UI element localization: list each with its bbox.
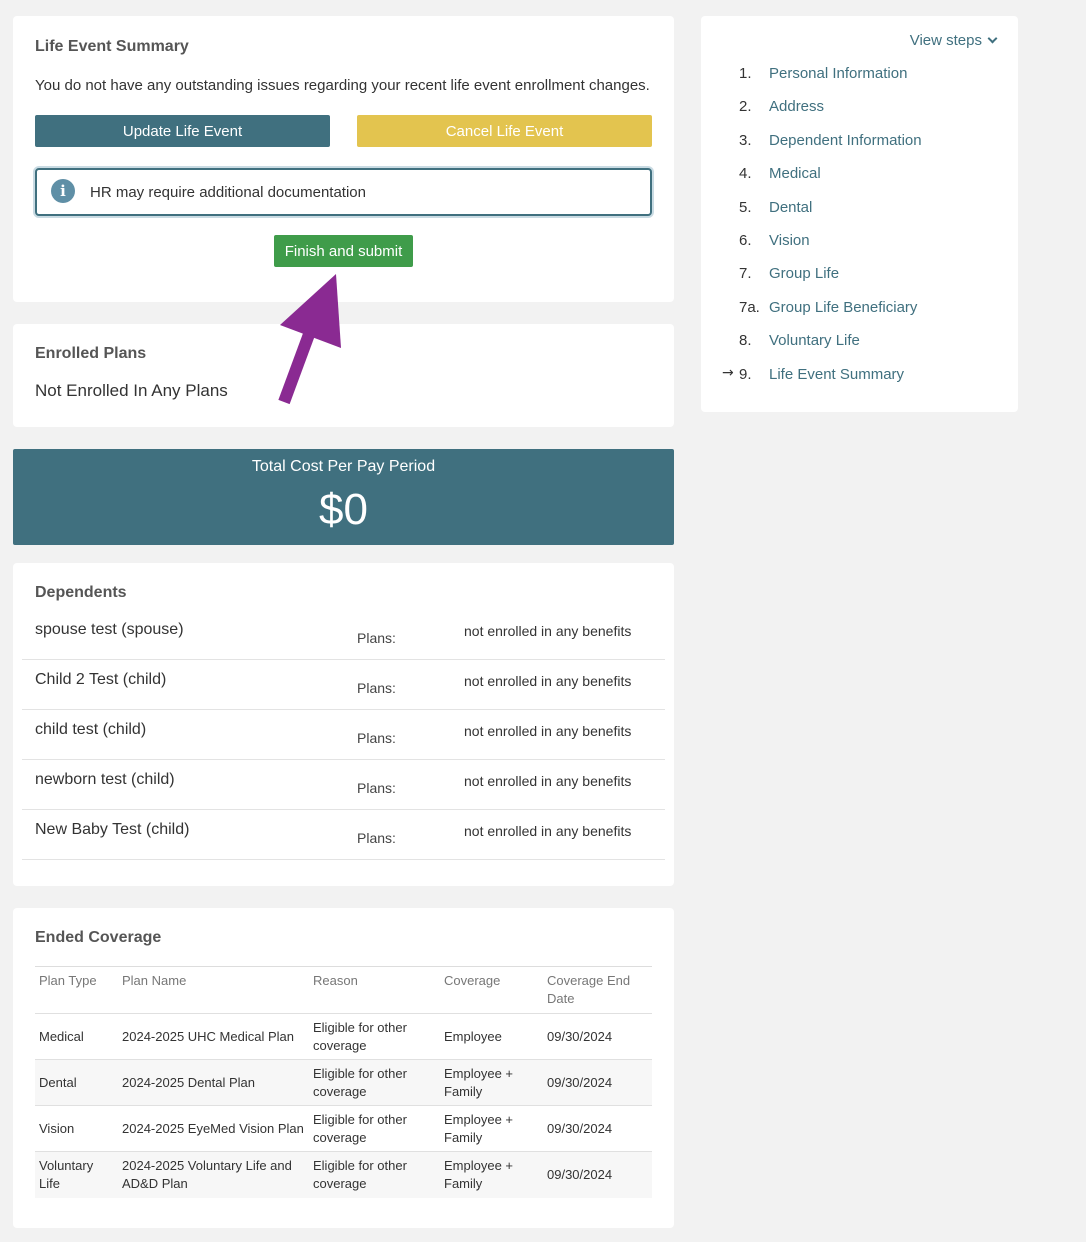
step-number: 9.: [739, 365, 752, 383]
column-header-plan-type: Plan Type: [35, 967, 118, 1014]
dependent-row: [22, 660, 665, 710]
step-link[interactable]: Medical: [769, 165, 821, 183]
dependent-status: not enrolled in any benefits: [464, 723, 632, 739]
step-link[interactable]: Vision: [769, 231, 810, 249]
dependent-status: not enrolled in any benefits: [464, 623, 632, 639]
dependent-row: [22, 760, 665, 810]
cell-reason: Eligible for other coverage: [309, 1014, 440, 1060]
dependent-name: spouse test (spouse): [35, 621, 184, 638]
dependent-plans-label: Plans:: [357, 830, 396, 846]
cell-end-date: 09/30/2024: [543, 1106, 652, 1152]
total-cost-value: $0: [319, 485, 368, 534]
column-header-reason: Reason: [309, 967, 440, 1014]
dependent-plans-label: Plans:: [357, 780, 396, 796]
step-number: 5.: [739, 198, 752, 216]
cell-coverage: Employee: [440, 1014, 543, 1060]
dependent-name: newborn test (child): [35, 771, 175, 788]
step-item-group-life-beneficiary[interactable]: [701, 299, 1018, 332]
step-list: [701, 65, 1018, 399]
step-link[interactable]: Group Life: [769, 265, 840, 283]
total-cost-label: Total Cost Per Pay Period: [251, 458, 436, 475]
cell-plan-name: 2024-2025 EyeMed Vision Plan: [118, 1106, 309, 1152]
cell-plan-type: Dental: [35, 1060, 118, 1106]
enrolled-plans-message: Not Enrolled In Any Plans: [35, 381, 228, 400]
step-number: 4.: [739, 165, 752, 183]
step-item-address[interactable]: [701, 98, 1018, 131]
dependent-row: [22, 710, 665, 760]
step-item-dental[interactable]: [701, 199, 1018, 232]
cell-coverage: Employee + Family: [440, 1152, 543, 1198]
enrolled-plans-title: Enrolled Plans: [35, 345, 147, 362]
cell-plan-name: 2024-2025 UHC Medical Plan: [118, 1014, 309, 1060]
dependent-name: Child 2 Test (child): [35, 671, 167, 688]
cell-plan-name: 2024-2025 Voluntary Life and AD&D Plan: [118, 1152, 309, 1198]
dependent-name: child test (child): [35, 721, 147, 738]
step-item-dependent-information[interactable]: [701, 132, 1018, 165]
cell-end-date: 09/30/2024: [543, 1060, 652, 1106]
finish-and-submit-button[interactable]: Finish and submit: [274, 235, 413, 267]
table-row: [35, 1106, 652, 1152]
cell-reason: Eligible for other coverage: [309, 1060, 440, 1106]
column-header-plan-name: Plan Name: [118, 967, 309, 1014]
summary-message: You do not have any outstanding issues regarding your recent life event enrollment changes.: [35, 77, 650, 94]
cell-end-date: 09/30/2024: [543, 1152, 652, 1198]
view-steps-label: View steps: [909, 32, 982, 49]
step-number: 7a.: [739, 298, 760, 316]
dependent-plans-label: Plans:: [357, 630, 396, 646]
cell-coverage: Employee + Family: [440, 1106, 543, 1152]
current-step-arrow-icon: →: [722, 364, 734, 381]
view-steps-toggle[interactable]: [910, 32, 996, 49]
annotation-arrow-icon: [270, 270, 350, 410]
step-number: 6.: [739, 231, 752, 249]
cell-plan-type: Voluntary Life: [35, 1152, 118, 1198]
dependents-title: Dependents: [35, 584, 127, 601]
summary-title: Life Event Summary: [35, 38, 189, 55]
chevron-down-icon: [988, 34, 998, 44]
documentation-alert: [35, 168, 652, 216]
step-link[interactable]: Dependent Information: [769, 131, 922, 149]
step-item-vision[interactable]: [701, 232, 1018, 265]
step-link[interactable]: Group Life Beneficiary: [769, 298, 918, 316]
table-row: [35, 1014, 652, 1060]
cell-coverage: Employee + Family: [440, 1060, 543, 1106]
cell-plan-name: 2024-2025 Dental Plan: [118, 1060, 309, 1106]
life-event-summary-card: [13, 16, 674, 302]
column-header-coverage: Coverage: [440, 967, 543, 1014]
step-item-life-event-summary[interactable]: [701, 366, 1018, 399]
ended-coverage-table: [35, 966, 652, 1198]
step-item-voluntary-life[interactable]: [701, 332, 1018, 365]
alert-text: HR may require additional documentation: [90, 184, 366, 201]
step-item-group-life[interactable]: [701, 265, 1018, 298]
column-header-coverage-end-date: Coverage End Date: [543, 967, 652, 1014]
ended-coverage-title: Ended Coverage: [35, 929, 162, 946]
ended-coverage-card: [13, 908, 674, 1228]
cancel-life-event-button[interactable]: Cancel Life Event: [357, 115, 652, 147]
step-link[interactable]: Life Event Summary: [769, 365, 905, 383]
step-link[interactable]: Personal Information: [769, 65, 908, 82]
table-header-row: [35, 967, 652, 1014]
dependent-status: not enrolled in any benefits: [464, 673, 632, 689]
dependent-row: [22, 610, 665, 660]
total-cost-panel: [13, 449, 674, 545]
dependent-status: not enrolled in any benefits: [464, 823, 632, 839]
cell-reason: Eligible for other coverage: [309, 1152, 440, 1198]
dependent-plans-label: Plans:: [357, 730, 396, 746]
step-number: 3.: [739, 131, 752, 149]
step-number: 1.: [739, 65, 752, 82]
cell-end-date: 09/30/2024: [543, 1014, 652, 1060]
step-number: 7.: [739, 265, 752, 283]
table-row: [35, 1060, 652, 1106]
dependents-list: [22, 610, 665, 860]
step-link[interactable]: Address: [769, 98, 825, 116]
cell-plan-type: Medical: [35, 1014, 118, 1060]
step-item-medical[interactable]: [701, 165, 1018, 198]
step-link[interactable]: Voluntary Life: [769, 332, 860, 350]
step-link[interactable]: Dental: [769, 198, 813, 216]
update-life-event-button[interactable]: Update Life Event: [35, 115, 330, 147]
dependent-row: [22, 810, 665, 860]
dependent-plans-label: Plans:: [357, 680, 396, 696]
step-item-personal-information[interactable]: [701, 65, 1018, 98]
step-number: 2.: [739, 98, 752, 116]
cell-reason: Eligible for other coverage: [309, 1106, 440, 1152]
table-row: [35, 1152, 652, 1198]
step-number: 8.: [739, 332, 752, 350]
info-icon: i: [51, 179, 75, 203]
dependent-name: New Baby Test (child): [35, 821, 190, 838]
steps-panel: [701, 16, 1018, 412]
dependent-status: not enrolled in any benefits: [464, 773, 632, 789]
cell-plan-type: Vision: [35, 1106, 118, 1152]
dependents-card: [13, 563, 674, 886]
